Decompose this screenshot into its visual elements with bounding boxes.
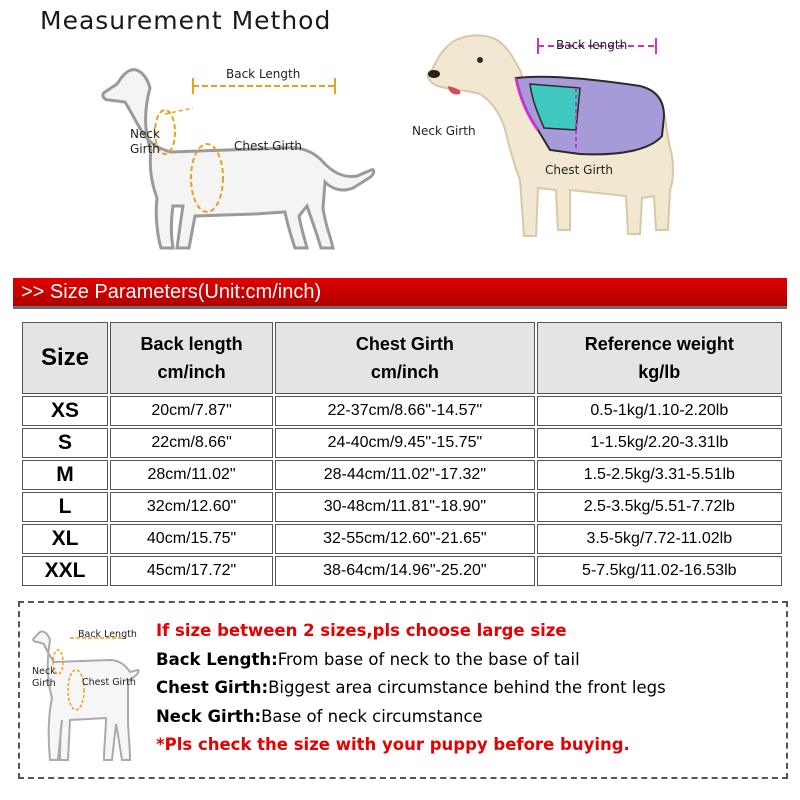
cell-chest-girth: 38-64cm/14.96"-25.20" xyxy=(275,556,534,586)
header-chest-girth-unit: cm/inch xyxy=(370,362,439,382)
cell-back-length: 40cm/15.75" xyxy=(110,524,273,554)
header-reference-weight xyxy=(537,322,782,394)
page-title: Measurement Method xyxy=(40,6,332,35)
note-back-length xyxy=(156,649,666,678)
header-back-length-unit: cm/inch xyxy=(157,362,226,382)
cell-back-length: 20cm/7.87" xyxy=(110,396,273,426)
cell-chest-girth: 30-48cm/11.81"-18.90" xyxy=(275,492,534,522)
size-table xyxy=(20,320,784,588)
note-check-warning: *Pls check the size with your puppy before buying. xyxy=(156,735,630,754)
note-size-advice: If size between 2 sizes,pls choose large size xyxy=(156,621,567,640)
table-row xyxy=(22,396,782,426)
note-back-length-label: Back Length: xyxy=(156,649,278,669)
note-chest-girth-label: Chest Girth: xyxy=(156,678,269,697)
size-parameters-title: >> Size Parameters(Unit:cm/inch) xyxy=(21,281,322,303)
back-length-label: Back Length xyxy=(226,67,301,81)
cell-weight: 3.5-5kg/7.72-11.02lb xyxy=(537,524,782,554)
cell-weight: 5-7.5kg/11.02-16.53lb xyxy=(537,556,782,586)
dog-wearing-vest-photo xyxy=(420,30,700,255)
cell-weight: 1-1.5kg/2.20-3.31lb xyxy=(537,428,782,458)
cell-size: XXL xyxy=(22,556,108,586)
note-back-length-text: From base of neck to the base of tail xyxy=(277,649,580,669)
small-dog-diagram xyxy=(30,620,150,770)
note-neck-girth-label: Neck Girth: xyxy=(156,706,262,726)
note-chest-girth xyxy=(156,677,666,706)
small-neck-label-line1: Neck xyxy=(32,666,56,677)
neck-girth-label-line1: Neck xyxy=(130,127,160,141)
back-length-label-right: Back length xyxy=(556,38,628,52)
table-row xyxy=(22,524,782,554)
cell-weight: 0.5-1kg/1.10-2.20lb xyxy=(537,396,782,426)
small-neck-label-line2: Girth xyxy=(32,678,56,689)
cell-size: S xyxy=(22,428,108,458)
size-parameters-header xyxy=(13,278,787,309)
header-back-length-label: Back length xyxy=(140,334,243,354)
cell-back-length: 28cm/11.02" xyxy=(110,460,273,490)
table-row xyxy=(22,460,782,490)
cell-size: XS xyxy=(22,396,108,426)
cell-back-length: 22cm/8.66" xyxy=(110,428,273,458)
header-weight-label: Reference weight xyxy=(584,334,734,354)
small-dog-outline xyxy=(33,631,138,760)
small-chest-label: Chest Girth xyxy=(82,677,136,688)
table-header-row xyxy=(22,322,782,394)
cell-chest-girth: 24-40cm/9.45"-15.75" xyxy=(275,428,534,458)
header-back-length xyxy=(110,322,273,394)
note-neck-girth-text: Base of neck circumstance xyxy=(261,706,483,726)
cell-chest-girth: 32-55cm/12.60"-21.65" xyxy=(275,524,534,554)
neck-girth-label-right: Neck Girth xyxy=(412,124,476,138)
cell-size: M xyxy=(22,460,108,490)
notes-text xyxy=(156,620,666,763)
note-chest-girth-text: Biggest area circumstance behind the front legs xyxy=(268,678,666,697)
neck-girth-label-line2: Girth xyxy=(130,142,160,156)
table-row xyxy=(22,492,782,522)
table-row xyxy=(22,428,782,458)
cell-size: L xyxy=(22,492,108,522)
cell-weight: 1.5-2.5kg/3.31-5.51lb xyxy=(537,460,782,490)
cell-back-length: 32cm/12.60" xyxy=(110,492,273,522)
cell-back-length: 45cm/17.72" xyxy=(110,556,273,586)
dog-outline xyxy=(103,70,374,248)
cell-weight: 2.5-3.5kg/5.51-7.72lb xyxy=(537,492,782,522)
header-chest-girth-label: Chest Girth xyxy=(355,334,454,354)
header-size: Size xyxy=(22,322,108,394)
cell-size: XL xyxy=(22,524,108,554)
cell-chest-girth: 22-37cm/8.66"-14.57" xyxy=(275,396,534,426)
header-chest-girth xyxy=(275,322,534,394)
chest-girth-label-right: Chest Girth xyxy=(545,163,614,177)
chest-girth-label: Chest Girth xyxy=(234,139,303,153)
table-row xyxy=(22,556,782,586)
note-neck-girth xyxy=(156,706,666,735)
small-back-length-label: Back Length xyxy=(78,629,137,640)
header-weight-unit: kg/lb xyxy=(638,362,681,382)
cell-chest-girth: 28-44cm/11.02"-17.32" xyxy=(275,460,534,490)
